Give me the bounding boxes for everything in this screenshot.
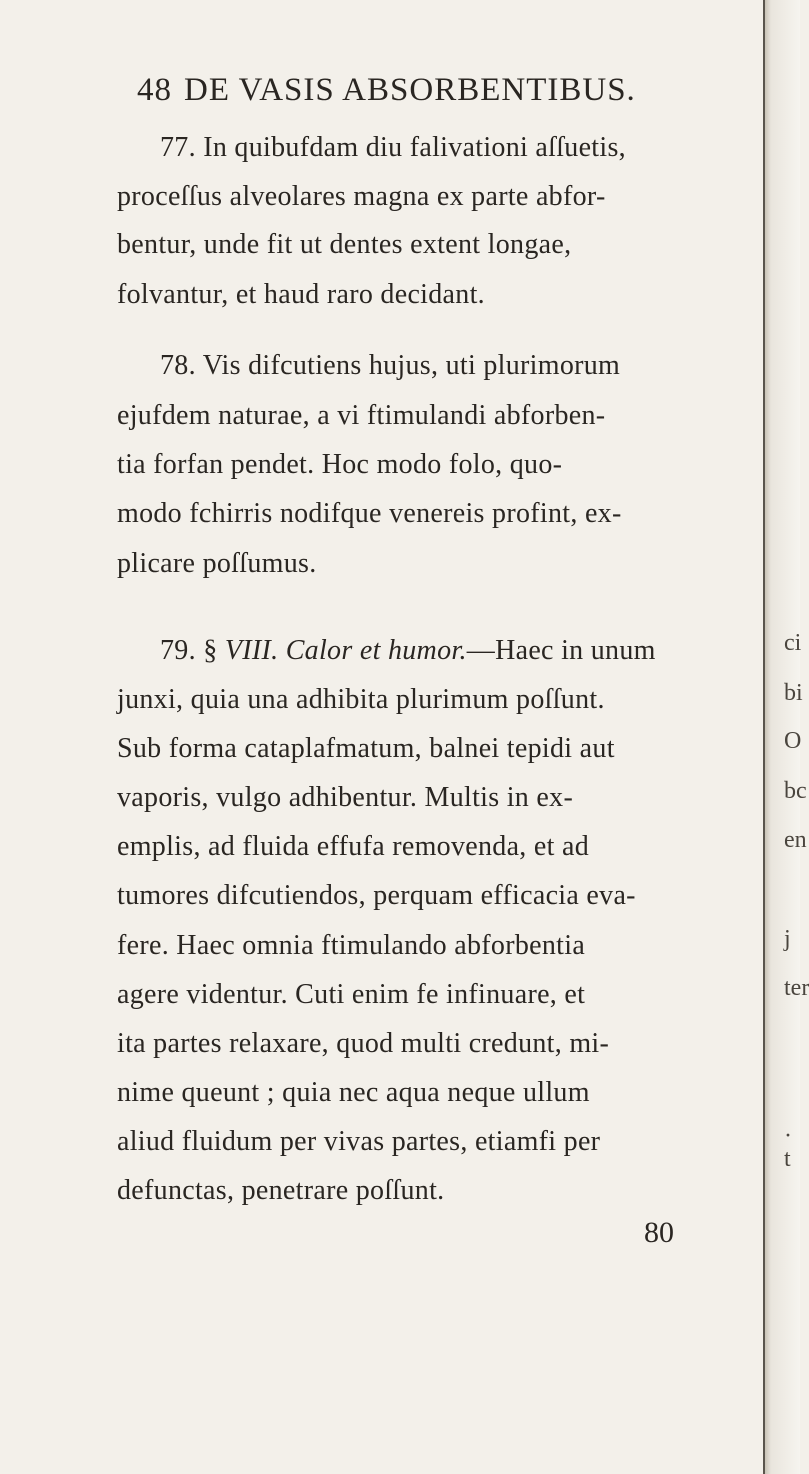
text-line: aliud fluidum per vivas partes, etiamfi per — [117, 1126, 601, 1157]
text-line: defunctas, penetrare poſſunt. — [117, 1175, 445, 1206]
facing-page-fragment: O — [784, 728, 802, 754]
text-line: modo fchirris nodifque venereis profint, ex- — [117, 498, 622, 529]
text-line: ita partes relaxare, quod multi credunt, mi- — [117, 1028, 610, 1059]
catchword: 80 — [644, 1216, 674, 1249]
text-line: 77. In quibufdam diu falivationi aſſuetis, — [160, 132, 626, 163]
running-head — [137, 72, 636, 109]
text-line: tumores difcutiendos, perquam efficacia eva- — [117, 880, 636, 911]
text-line: tia forfan pendet. Hoc modo folo, quo- — [117, 449, 563, 480]
text-line: agere videntur. Cuti enim fe infinuare, et — [117, 979, 586, 1010]
text-line: fere. Haec omnia ftimulando abforbentia — [117, 930, 586, 961]
text-line: nime queunt ; quia nec aqua neque ullum — [117, 1077, 590, 1108]
text-line: vaporis, vulgo adhibentur. Multis in ex- — [117, 782, 574, 813]
page-number: 48 — [137, 72, 172, 108]
facing-page-fragment: t — [784, 1146, 791, 1172]
section-heading: VIII. Calor et humor. — [224, 635, 467, 666]
facing-page-fragment: · — [784, 1123, 792, 1149]
facing-page-fragment: j — [784, 926, 791, 952]
text-run: —Haec in unum — [466, 635, 656, 666]
text-line: Sub forma cataplafmatum, balnei tepidi aut — [117, 733, 615, 764]
facing-page-fragment: bi — [784, 680, 803, 706]
facing-page-fragment: ter — [784, 975, 809, 1001]
page-title: DE VASIS ABSORBENTIBUS. — [184, 72, 636, 108]
text-line: junxi, quia una adhibita plurimum poſſunt. — [117, 684, 605, 715]
text-line: folvantur, et haud raro decidant. — [117, 279, 485, 310]
text-line: 78. Vis difcutiens hujus, uti plurimorum — [160, 350, 621, 381]
text-line: bentur, unde fit ut dentes extent longae, — [117, 229, 572, 260]
facing-page-fragment: bc — [784, 778, 807, 804]
facing-page-fragment: ci — [784, 630, 802, 656]
page-gutter-line — [763, 0, 765, 1474]
text-line: ejufdem naturae, a vi ftimulandi abforben- — [117, 400, 606, 431]
text-line: emplis, ad fluida effufa removenda, et ad — [117, 831, 590, 862]
text-line: proceſſus alveolares magna ex parte abfor- — [117, 181, 606, 212]
paragraph-number: 79. § — [160, 635, 225, 666]
text-line: plicare poſſumus. — [117, 548, 317, 579]
facing-page-fragment: en — [784, 827, 807, 853]
section-heading-line — [160, 633, 656, 669]
